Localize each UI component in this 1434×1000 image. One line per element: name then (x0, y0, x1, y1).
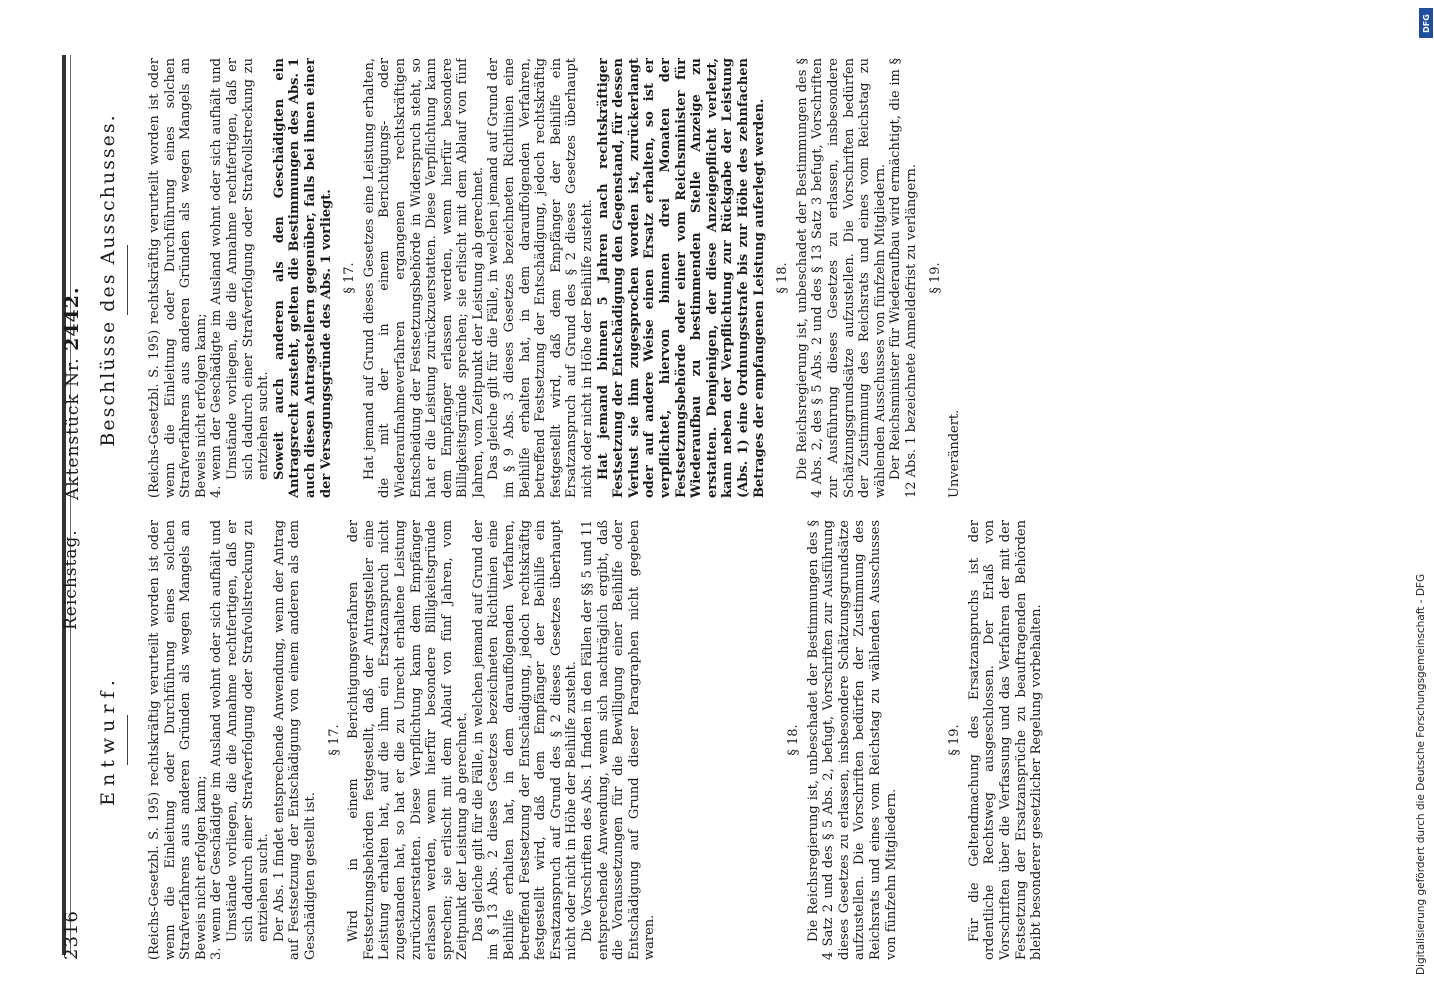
header-reichstag: Reichstag. (61, 529, 81, 630)
left-title-rule (127, 715, 128, 765)
right-section-18-heading: § 18. (775, 262, 791, 294)
right-paragraph-3-bold: Soweit auch anderen als den Geschädigten ein Antragsrecht zusteht, gelten die Bestimmungen des Abs. 1 auch diesen Antragstellern gegenüber, falls bei ihnen einer der Versagungsgründe des Abs. 1 vorliegt. (271, 58, 334, 498)
document-page (55, 40, 1225, 960)
right-title-rule (127, 245, 128, 315)
aktenstueck-prefix: Aktenstück Nr. (63, 350, 83, 500)
left-s19-paragraph-1: Für die Geltendmachung des Ersatzanspruchs ist der ordentliche Rechtsweg ausgeschlossen. Der Erlaß von Vorschriften über die Verfassung und das Verfahren der mit der Festsetzung der Ersatzansprüche zu beauftragenden Behörden bleibt besonderer gesetzlicher Regelung vorbehalten. (966, 520, 1045, 960)
right-column-beschluesse (147, 58, 1217, 498)
left-gap-2 (899, 520, 939, 960)
left-column-title: Entwurf. (97, 674, 119, 806)
aktenstueck-number: 2442. (61, 286, 83, 351)
left-section-17-heading: § 17. (326, 724, 342, 756)
right-s19-paragraph-1: Unverändert. (947, 409, 963, 498)
right-item-4: 4. wenn der Geschädigte im Ausland wohnt oder sich aufhält und Umstände vorliegen, die die Annahme rechtfertigen, daß er sich dadurch einer Strafverfolgung oder Strafvollstreckung zu entziehen sucht. (209, 58, 272, 498)
right-s17-paragraph-2: Das gleiche gilt für die Fälle, in welchen jemand auf Grund der im § 9 Abs. 3 dieses Gesetzes bezeichneten Richtlinien eine Beihilfe erhalten hat, in dem darauffolgenden Verfahren, betreffend Festsetzung der Entschädigung, jedoch rechtskräftig festgestellt wird, daß dem Empfänger der Beihilfe ein Ersatzanspruch auf Grund des § 2 dieses Gesetzes überhaupt nicht oder nicht in Höhe der Beihilfe zusteht. (486, 58, 596, 498)
left-paragraph-3: Der Abs. 1 findet entsprechende Anwendung, wenn der Antrag auf Festsetzung der Entschädigung von einem anderen als dem Geschädigten gestellt ist. (271, 520, 318, 960)
page-header (55, 60, 89, 960)
right-column-title: Beschlüsse des Ausschusses. (97, 113, 119, 447)
left-s18-paragraph-1: Die Reichsregierung ist, unbeschadet der Bestimmungen des § 4 Satz 2 und des § 5 Abs. 2, befugt, Vorschriften zur Ausführung dieses Gesetzes zu erlassen, insbesondere Schätzungsgrundsätze aufzustellen. Die Vorschriften bedürfen der Zustimmung des Reichsrats und eines vom Reichstag zu wählenden Ausschusses von fünfzehn Mitgliedern. (805, 520, 899, 960)
right-s17-paragraph-3-bold: Hat jemand binnen 5 Jahren nach rechtskräftiger Festsetzung der Entschädigung den Gegenstand, für dessen Verlust sie ihm zugesprochen worden ist, zurückerlangt oder auf andere Weise einen Ersatz erhalten, so ist er verpflichtet, hiervon binnen drei Monaten der Festsetzungsbehörde oder einer vom Reichsminister für Wiederaufbau zu bestimmenden Stelle Anzeige zu erstatten. Demjenigen, der diese Anzeigepflicht verletzt, kann neben der Verpflichtung zur Rückgabe der Leistung (Abs. 1) eine Ordnungsstrafe bis zur Höhe des zehnfachen Betrages der empfangenen Leistung auferlegt werden. (595, 58, 767, 498)
header-aktenstueck (61, 286, 83, 500)
left-section-19-heading: § 19. (947, 724, 963, 756)
left-section-18-heading: § 18. (786, 724, 801, 756)
left-s17-paragraph-2: Das gleiche gilt für die Fälle, in welchen jemand auf Grund der im § 13 Abs. 2 dieses Gesetzes bezeichneten Richtlinien eine Beihilfe erhalten hat, in dem darauffolgenden Verfahren, betreffend Festsetzung der Entschädigung, jedoch rechtskräftig festgestellt wird, daß dem Empfänger der Beihilfe ein Ersatzanspruch auf Grund des § 2 dieses Gesetzes überhaupt nicht oder nicht in Höhe der Beihilfe zusteht. (470, 520, 580, 960)
left-s17-paragraph-1: Wird in einem Berichtigungsverfahren der Festsetzungsbehörden festgestellt, daß der Antragsteller eine Leistung erhalten hat, auf die ihm ein Ersatzanspruch nicht zugestanden hat, so hat er die zu Unrecht erhaltene Leistung zurückzuerstatten. Diese Verpflichtung kann dem Empfänger erlassen werden, wenn hierfür besondere Billigkeitsgründe sprechen; sie erlischt mit dem Ablauf von fünf Jahren, vom Zeitpunkt der Leistung ab gerechnet. (346, 520, 471, 960)
right-s17-paragraph-1: Hat jemand auf Grund dieses Gesetzes eine Leistung erhalten, die mit der in einem Berichtigungs- oder Wiederaufnahmeverfahren ergangenen rechtskräftigen Entscheidung der Festsetzungsbehörde in Widerspruch steht, so hat er die Leistung zurückzuerstatten. Diese Verpflichtung kann dem Empfänger erlassen werden, wenn hierfür besondere Billigkeitsgründe sprechen; sie erlischt mit dem Ablauf von fünf Jahren, vom Zeitpunkt der Leistung ab gerechnet. (361, 58, 486, 498)
left-column-entwurf (147, 520, 1217, 960)
right-section-19-heading: § 19. (927, 262, 943, 294)
right-s18-paragraph-2: Der Reichsminister für Wiederaufbau wird ermächtigt, die im § 12 Abs. 1 bezeichnete Anmeldefrist zu verlängern. (888, 58, 919, 498)
left-paragraph-1: (Reichs-Gesetzbl. S. 195) rechtskräftig verurteilt worden ist oder wenn die Einleitung oder Durchführung eines solchen Strafverfahrens aus anderen Gründen als wegen Mangels an Beweis nicht erfolgen kann; (147, 520, 209, 960)
dfg-logo-text: DFG (1421, 13, 1431, 33)
right-s18-paragraph-1: Die Reichsregierung ist, unbeschadet der Bestimmungen des § 4 Abs. 2, des § 5 Abs. 2 und des § 13 Satz 3 befugt, Vorschriften zur Ausführung dieses Gesetzes zu erlassen, insbesondere Schätzungsgrundsätze aufzustellen. Die Vorschriften bedürfen der Zustimmung des Reichsrats und eines vom Reichstag zu wählenden Ausschusses von fünfzehn Mitgliedern. (794, 58, 888, 498)
left-s17-paragraph-3: Die Vorschriften des Abs. 1 finden in den Fällen der §§ 5 und 11 entsprechende Anwendung, wenn sich nachträglich ergibt, daß die Voraussetzungen für die Bewilligung einer Beihilfe oder Entschädigung auf Grund dieser Paragraphen nicht gegeben waren. (580, 520, 658, 960)
digitalisation-notice: Digitalisierung gefördert durch die Deutsche Forschungsgemeinschaft - DFG (1415, 573, 1427, 975)
left-gap (658, 520, 778, 960)
right-section-17-heading: § 17. (342, 262, 358, 294)
page-number: 2316 (61, 910, 82, 960)
left-item-3: 3. wenn der Geschädigte im Ausland wohnt oder sich aufhält und Umstände vorliegen, die die Annahme rechtfertigen, daß er sich dadurch einer Strafverfolgung oder Strafvollstreckung zu entziehen sucht. (209, 520, 272, 960)
right-paragraph-1: (Reichs-Gesetzbl. S. 195) rechtskräftig verurteilt worden ist oder wenn die Einleitung oder Durchführung eines solchen Strafverfahrens aus anderen Gründen als wegen Mangels an Beweis nicht erfolgen kann; (147, 58, 209, 498)
